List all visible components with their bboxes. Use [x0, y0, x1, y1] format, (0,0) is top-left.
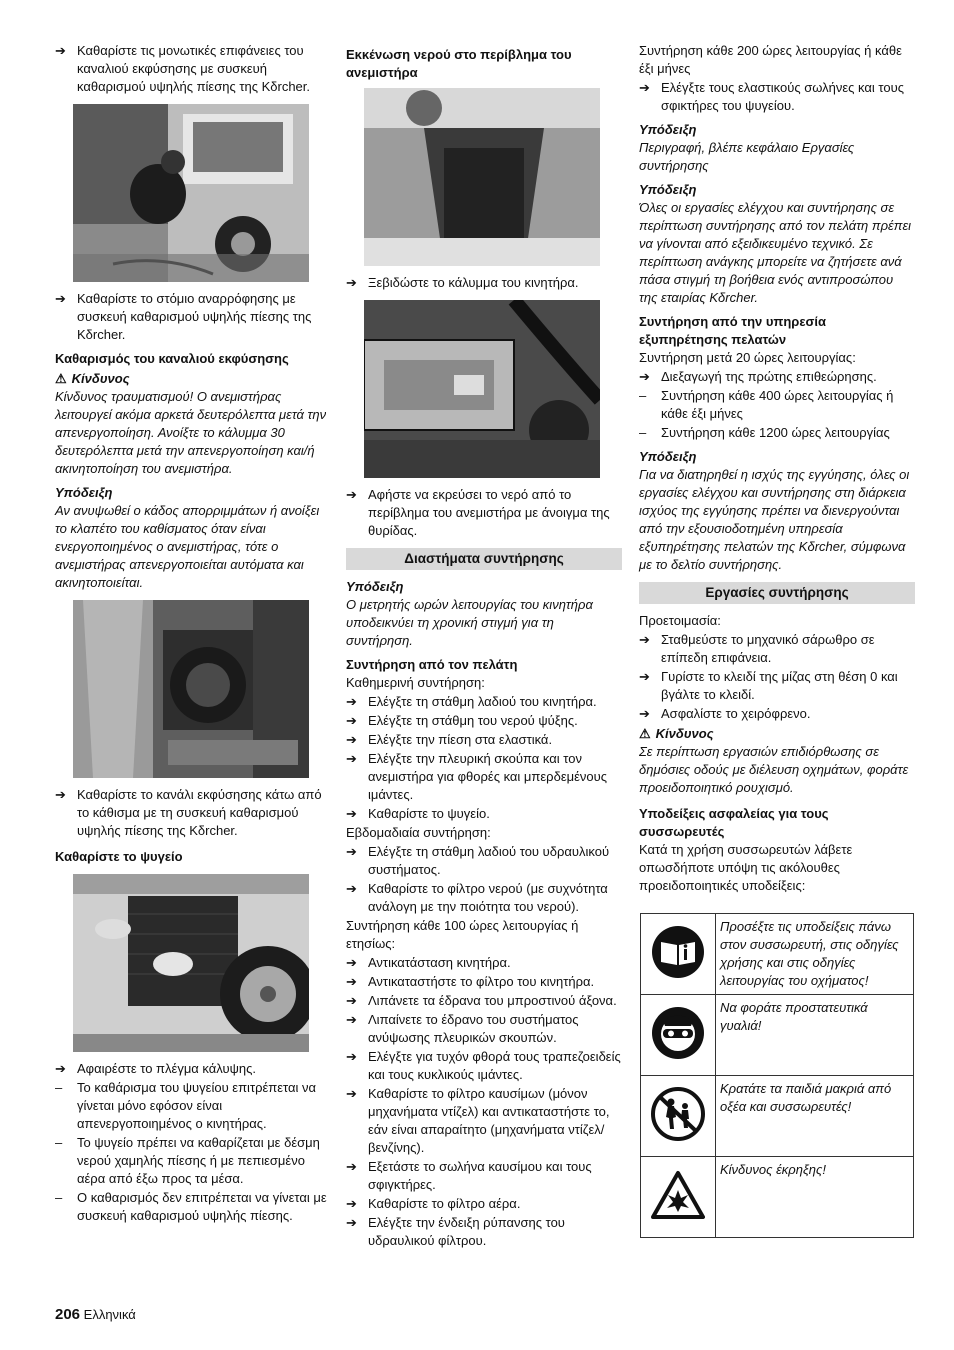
instruction-item: ➔ Ελέγξτε την πίεση στα ελαστικά. [346, 732, 553, 747]
weekly-label: Εβδομαδιαία συντήρηση: [346, 825, 491, 840]
arrow-icon: ➔ [346, 1086, 357, 1101]
arrow-icon: ➔ [639, 369, 650, 384]
table-cell-icon [641, 914, 716, 995]
note-text: Όλες οι εργασίες ελέγχου και συντήρησης σε περίπτωση συντήρησης από τον πελάτη πρέπει να γίνονται από εξειδικευμένο τεχνικό. Σε περίπτωση ανάγκης μπορείτε να ζητήσετε ανά πάσα στιγμή τη βοήθεια ενός αντιπροσώπου της εταιρίας Kδrcher. [639, 200, 912, 305]
arrow-icon: ➔ [346, 713, 357, 728]
arrow-icon: ➔ [55, 1061, 66, 1076]
heading-blowout-channel: Καθαρισμός του καναλιού εκφύσησης [55, 351, 289, 366]
instruction-item: ➔ Καθαρίστε τις μονωτικές επιφάνειες του καναλιού εκφύσησης με συσκευή καθαρισμού υψηλής πίεσης της Kδrcher. [55, 43, 311, 94]
instruction-item: ➔ Γυρίστε το κλειδί της μίζας στη θέση 0 και βγάλτε το κλειδί. [639, 669, 898, 702]
column-3 [639, 42, 915, 1238]
battery-intro: Κατά τη χρήση συσσωρευτών λάβετε οπωσδήποτε υπόψη τις ακόλουθες προειδοποιητικές υποδείξεις: [639, 842, 853, 893]
instruction-item: ➔ Ελέγξτε την ένδειξη ρύπανσης του υδραυλικού φίλτρου. [346, 1215, 565, 1248]
table-cell-icon [641, 1157, 716, 1238]
preparation-list [639, 631, 915, 723]
photo-blowout-channel [73, 600, 309, 778]
column-2 [346, 42, 622, 1251]
instruction-item: ➔ Καθαρίστε το φίλτρο αέρα. [346, 1196, 521, 1211]
photo-fan-housing-flap [364, 300, 600, 478]
note-text: Ο μετρητής ωρών λειτουργίας του κινητήρα υποδεικνύει τη χρονική στιγμή για τη συντήρηση. [346, 597, 593, 648]
arrow-icon: ➔ [346, 487, 357, 502]
instruction-item: ➔ Ελέγξτε τους ελαστικούς σωλήνες και τους σφικτήρες του ψυγείου. [639, 80, 904, 113]
safety-goggles-icon [651, 1006, 705, 1060]
arrow-icon: ➔ [346, 732, 357, 747]
instruction-item: ➔ Λιπάνετε τα έδρανα του μπροστινού άξονα. [346, 993, 617, 1008]
interval-100-label: Συντήρηση κάθε 100 ώρες λειτουργίας ή ετησίως: [346, 918, 579, 951]
danger-text: Σε περίπτωση εργασιών επιδιόρθωσης σε δημόσιες οδούς με διέλευση οχημάτων, φοράτε προειδοποιητικό ρουχισμό. [639, 744, 909, 795]
interval-200-label: Συντήρηση κάθε 200 ώρες λειτουργίας ή κάθε έξι μήνες [639, 43, 902, 76]
arrow-icon: ➔ [346, 806, 357, 821]
instruction-item: ➔ Εξετάστε το σωλήνα καυσίμου και τους σφιγκτήρες. [346, 1159, 592, 1192]
arrow-icon: ➔ [346, 1049, 357, 1064]
instruction-item: ➔ Ελέγξτε για τυχόν φθορά τους τραπεζοειδείς και τους κυκλικούς ιμάντες. [346, 1049, 621, 1082]
note-label: Υπόδειξη [346, 579, 404, 594]
arrow-icon: ➔ [346, 275, 357, 290]
note-label: Υπόδειξη [639, 449, 697, 464]
dash-item: – Το καθάρισμα του ψυγείου επιτρέπεται να γίνεται μόνο εφόσον είναι απενεργοποιημένος ο κινητήρας. [55, 1080, 317, 1131]
instruction-item: ➔ Ξεβιδώστε το κάλυμμα του κινητήρα. [346, 275, 579, 290]
instruction-item: ➔ Αντικατάσταση κινητήρα. [346, 955, 511, 970]
instruction-item: ➔ Καθαρίστε το ψυγείο. [346, 806, 490, 821]
arrow-icon: ➔ [55, 291, 66, 306]
heading-clean-radiator: Καθαρίστε το ψυγείο [55, 849, 183, 864]
arrow-icon: ➔ [346, 751, 357, 766]
dash-item: – Ο καθαρισμός δεν επιτρέπεται να γίνεται με συσκευή καθαρισμού υψηλής πίεσης. [55, 1190, 327, 1223]
page-number: 206 [55, 1306, 81, 1323]
photo-engine-cover [364, 88, 600, 266]
instruction-item: ➔ Λιπαίνετε το έδρανο του συστήματος ανύψωσης πλευρικών σκουπών. [346, 1012, 579, 1045]
arrow-icon: ➔ [639, 632, 650, 647]
table-cell-icon [641, 1076, 716, 1157]
instruction-item: ➔ Διεξαγωγή της πρώτης επιθεώρησης. [639, 369, 877, 384]
instruction-item: ➔ Ελέγξτε τη στάθμη λαδιού του υδραυλικού συστήματος. [346, 844, 610, 877]
note-text: Για να διατηρηθεί η ισχύς της εγγύησης, όλες οι εργασίες ελέγχου και συντήρησης στη διάρκεια ισχύος της εγγύησης πρέπει να διενεργούνται από την εξουσιοδοτημένη υπηρεσία εξυπηρέτησης πελατών της Kδrcher, σύμφωνα με το δελτίο συντήρησης. [639, 467, 910, 572]
instruction-item: ➔ Καθαρίστε το κανάλι εκφύσησης κάτω από το κάθισμα με τη συσκευή καθαρισμού υψηλής πίεσης της Kδrcher. [55, 787, 322, 838]
photo-radiator-grille [73, 874, 309, 1052]
footer-language: Ελληνικά [83, 1307, 136, 1322]
instruction-item: ➔ Ελέγξτε τη στάθμη λαδιού του κινητήρα. [346, 694, 597, 709]
daily-list [346, 693, 622, 823]
table-row [641, 1157, 914, 1238]
instruction-item: ➔ Αφήστε να εκρεύσει το νερό από το περίβλημα του ανεμιστήρα με άνοιγμα της θυρίδας. [346, 487, 610, 538]
danger-label: ⚠ Κίνδυνος [55, 371, 130, 386]
instruction-item: ➔ Ελέγξτε την πλευρική σκούπα και τον ανεμιστήρα για φθορές και μπερδεμένους ιμάντες. [346, 751, 608, 802]
column-1 [55, 42, 327, 1226]
warning-triangle-icon: ⚠ [55, 371, 67, 386]
arrow-icon: ➔ [346, 974, 357, 989]
instruction-item: ➔ Καθαρίστε το φίλτρο νερού (με συχνότητα ανάλογη με την ποιότητα του νερού). [346, 881, 608, 914]
preparation-label: Προετοιμασία: [639, 613, 721, 628]
manual-book-icon [651, 925, 705, 979]
note-label: Υπόδειξη [55, 485, 113, 500]
arrow-icon: ➔ [346, 1159, 357, 1174]
arrow-icon: ➔ [639, 706, 650, 721]
dash-item: – Το ψυγείο πρέπει να καθαρίζεται με δέσμη νερού χαμηλής πίεσης ή με πεπιεσμένο αέρα από έξω προς τα μέσα. [55, 1135, 320, 1186]
table-row [641, 914, 914, 995]
arrow-icon: ➔ [346, 844, 357, 859]
arrow-icon: ➔ [346, 1215, 357, 1230]
heading-service-maintenance: Συντήρηση από την υπηρεσία εξυπηρέτησης πελατών [639, 314, 827, 347]
heading-customer-maintenance: Συντήρηση από τον πελάτη [346, 657, 518, 672]
after-20-label: Συντήρηση μετά 20 ώρες λειτουργίας: [639, 350, 856, 365]
heading-fan-housing-drain: Εκκένωση νερού στο περίβλημα του ανεμιστήρα [346, 47, 572, 80]
photo-cleaning-nozzle [73, 104, 309, 282]
table-row [641, 995, 914, 1076]
section-maintenance-work: Εργασίες συντήρησης [639, 582, 915, 604]
instruction-item: ➔ Καθαρίστε το φίλτρο καυσίμων (μόνον μηχανήματα ντίζελ) και αντικαταστήστε το, εάν είναι απαραίτητο (μηχανήματα ντίζελ/βενζίνης). [346, 1086, 610, 1155]
weekly-list [346, 843, 622, 916]
table-row [641, 1076, 914, 1157]
arrow-icon: ➔ [346, 694, 357, 709]
warning-triangle-icon: ⚠ [639, 726, 651, 741]
arrow-icon: ➔ [55, 43, 66, 58]
arrow-icon: ➔ [639, 80, 650, 95]
table-cell-text: Να φοράτε προστατευτικά γυαλιά! [716, 995, 914, 1076]
keep-children-away-icon [651, 1087, 705, 1141]
heading-battery-safety: Υποδείξεις ασφαλείας για τους συσσωρευτές [639, 806, 829, 839]
table-cell-text: Κρατάτε τα παιδιά μακριά από οξέα και συσσωρευτές! [716, 1076, 914, 1157]
daily-label: Καθημερινή συντήρηση: [346, 675, 485, 690]
page-footer [55, 1306, 136, 1324]
battery-safety-table [640, 913, 914, 1238]
note-text: Αν ανυψωθεί ο κάδος απορριμμάτων ή ανοίξει το κλαπέτο του καθίσματος όταν είναι ενεργοποιημένος ο ανεμιστήρας, τότε ο ανεμιστήρας απενεργοποιείται αυτόματα και ακινητοποιείται. [55, 503, 320, 590]
note-label: Υπόδειξη [639, 122, 697, 137]
instruction-item: ➔ Καθαρίστε το στόμιο αναρρόφησης με συσκευή καθαρισμού υψηλής πίεσης της Kδrcher. [55, 291, 312, 342]
arrow-icon: ➔ [346, 955, 357, 970]
interval-100-list [346, 954, 622, 1250]
danger-label: ⚠ Κίνδυνος [639, 726, 714, 741]
note-label: Υπόδειξη [639, 182, 697, 197]
instruction-item: ➔ Αφαιρέστε το πλέγμα κάλυψης. [55, 1061, 256, 1076]
table-cell-icon [641, 995, 716, 1076]
explosion-warning-icon [651, 1170, 705, 1220]
instruction-item: ➔ Ελέγξτε τη στάθμη του νερού ψύξης. [346, 713, 578, 728]
instruction-item: ➔ Σταθμεύστε το μηχανικό σάρωθρο σε επίπεδη επιφάνεια. [639, 632, 875, 665]
section-maintenance-intervals: Διαστήματα συντήρησης [346, 548, 622, 570]
danger-text: Κίνδυνος τραυματισμού! Ο ανεμιστήρας λειτουργεί ακόμα αρκετά δευτερόλεπτα μετά την απενεργοποίηση. Ανοίξτε το κάλυμμα 30 δευτερόλεπτα μετά την απενεργοποίηση και/ή ακινητοποίηση του ανεμιστήρα. [55, 389, 327, 476]
arrow-icon: ➔ [55, 787, 66, 802]
arrow-icon: ➔ [346, 1196, 357, 1211]
arrow-icon: ➔ [346, 881, 357, 896]
dash-item: – Συντήρηση κάθε 1200 ώρες λειτουργίας [639, 425, 890, 440]
table-cell-text: Κίνδυνος έκρηξης! [716, 1157, 914, 1238]
table-cell-text: Προσέξτε τις υποδείξεις πάνω στον συσσωρευτή, στις οδηγίες χρήσης και στις οδηγίες λειτουργίας του οχήματος! [716, 914, 914, 995]
arrow-icon: ➔ [346, 993, 357, 1008]
note-text: Περιγραφή, βλέπε κεφάλαιο Εργασίες συντήρησης [639, 140, 855, 173]
dash-item: – Συντήρηση κάθε 400 ώρες λειτουργίας ή κάθε έξι μήνες [639, 388, 894, 421]
arrow-icon: ➔ [639, 669, 650, 684]
instruction-item: ➔ Αντικαταστήστε το φίλτρο του κινητήρα. [346, 974, 595, 989]
instruction-item: ➔ Ασφαλίστε το χειρόφρενο. [639, 706, 811, 721]
arrow-icon: ➔ [346, 1012, 357, 1027]
